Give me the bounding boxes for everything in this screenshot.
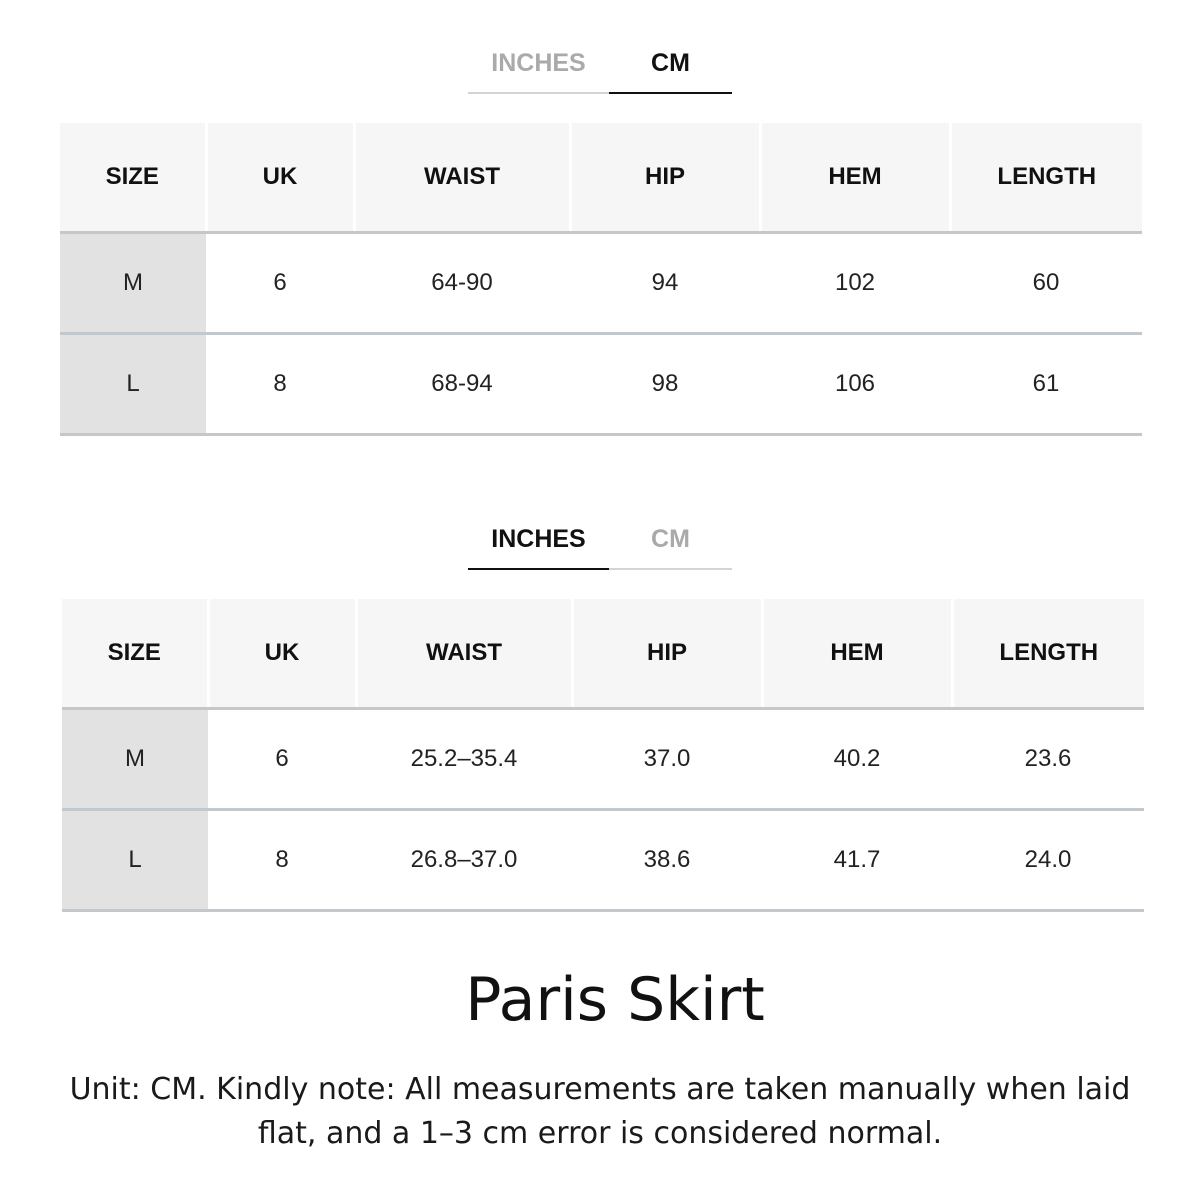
- unit-tabs-inches-section: [468, 522, 732, 570]
- waist-cell: 25.2–35.4: [356, 709, 572, 810]
- size-table-inches: [62, 599, 1144, 912]
- hip-cell: 94: [570, 233, 760, 334]
- product-title: Paris Skirt: [465, 965, 765, 1035]
- column-header-uk: UK: [208, 599, 356, 709]
- uk-cell: 8: [208, 810, 356, 911]
- table-header-row: [60, 123, 1142, 233]
- length-cell: 60: [950, 233, 1142, 334]
- unit-tabs-cm-section: [468, 46, 732, 94]
- tab-cm[interactable]: CM: [609, 46, 732, 94]
- uk-cell: 6: [206, 233, 354, 334]
- size-cell: M: [60, 233, 206, 334]
- size-table-cm: [60, 123, 1142, 436]
- table-row: [62, 810, 1144, 911]
- column-header-size: SIZE: [60, 123, 206, 233]
- table-row: [60, 334, 1142, 435]
- tab-inches[interactable]: INCHES: [468, 46, 609, 94]
- column-header-length: LENGTH: [952, 599, 1144, 709]
- column-header-uk: UK: [206, 123, 354, 233]
- hem-cell: 40.2: [762, 709, 952, 810]
- table-row: [60, 233, 1142, 334]
- column-header-size: SIZE: [62, 599, 208, 709]
- size-cell: L: [60, 334, 206, 435]
- uk-cell: 6: [208, 709, 356, 810]
- waist-cell: 26.8–37.0: [356, 810, 572, 911]
- column-header-hip: HIP: [570, 123, 760, 233]
- hip-cell: 98: [570, 334, 760, 435]
- column-header-waist: WAIST: [354, 123, 570, 233]
- tab-inches[interactable]: INCHES: [468, 522, 609, 570]
- size-cell: L: [62, 810, 208, 911]
- column-header-waist: WAIST: [356, 599, 572, 709]
- hem-cell: 106: [760, 334, 950, 435]
- column-header-hip: HIP: [572, 599, 762, 709]
- hem-cell: 102: [760, 233, 950, 334]
- hem-cell: 41.7: [762, 810, 952, 911]
- length-cell: 24.0: [952, 810, 1144, 911]
- length-cell: 23.6: [952, 709, 1144, 810]
- column-header-hem: HEM: [760, 123, 950, 233]
- length-cell: 61: [950, 334, 1142, 435]
- uk-cell: 8: [206, 334, 354, 435]
- table-header-row: [62, 599, 1144, 709]
- size-cell: M: [62, 709, 208, 810]
- table-row: [62, 709, 1144, 810]
- waist-cell: 68-94: [354, 334, 570, 435]
- measurement-note: Unit: CM. Kindly note: All measurements are taken manually when laid flat, and a 1–3 cm error is considered normal.: [69, 1072, 1131, 1151]
- hip-cell: 37.0: [572, 709, 762, 810]
- column-header-hem: HEM: [762, 599, 952, 709]
- waist-cell: 64-90: [354, 233, 570, 334]
- hip-cell: 38.6: [572, 810, 762, 911]
- tab-cm[interactable]: CM: [609, 522, 732, 570]
- column-header-length: LENGTH: [950, 123, 1142, 233]
